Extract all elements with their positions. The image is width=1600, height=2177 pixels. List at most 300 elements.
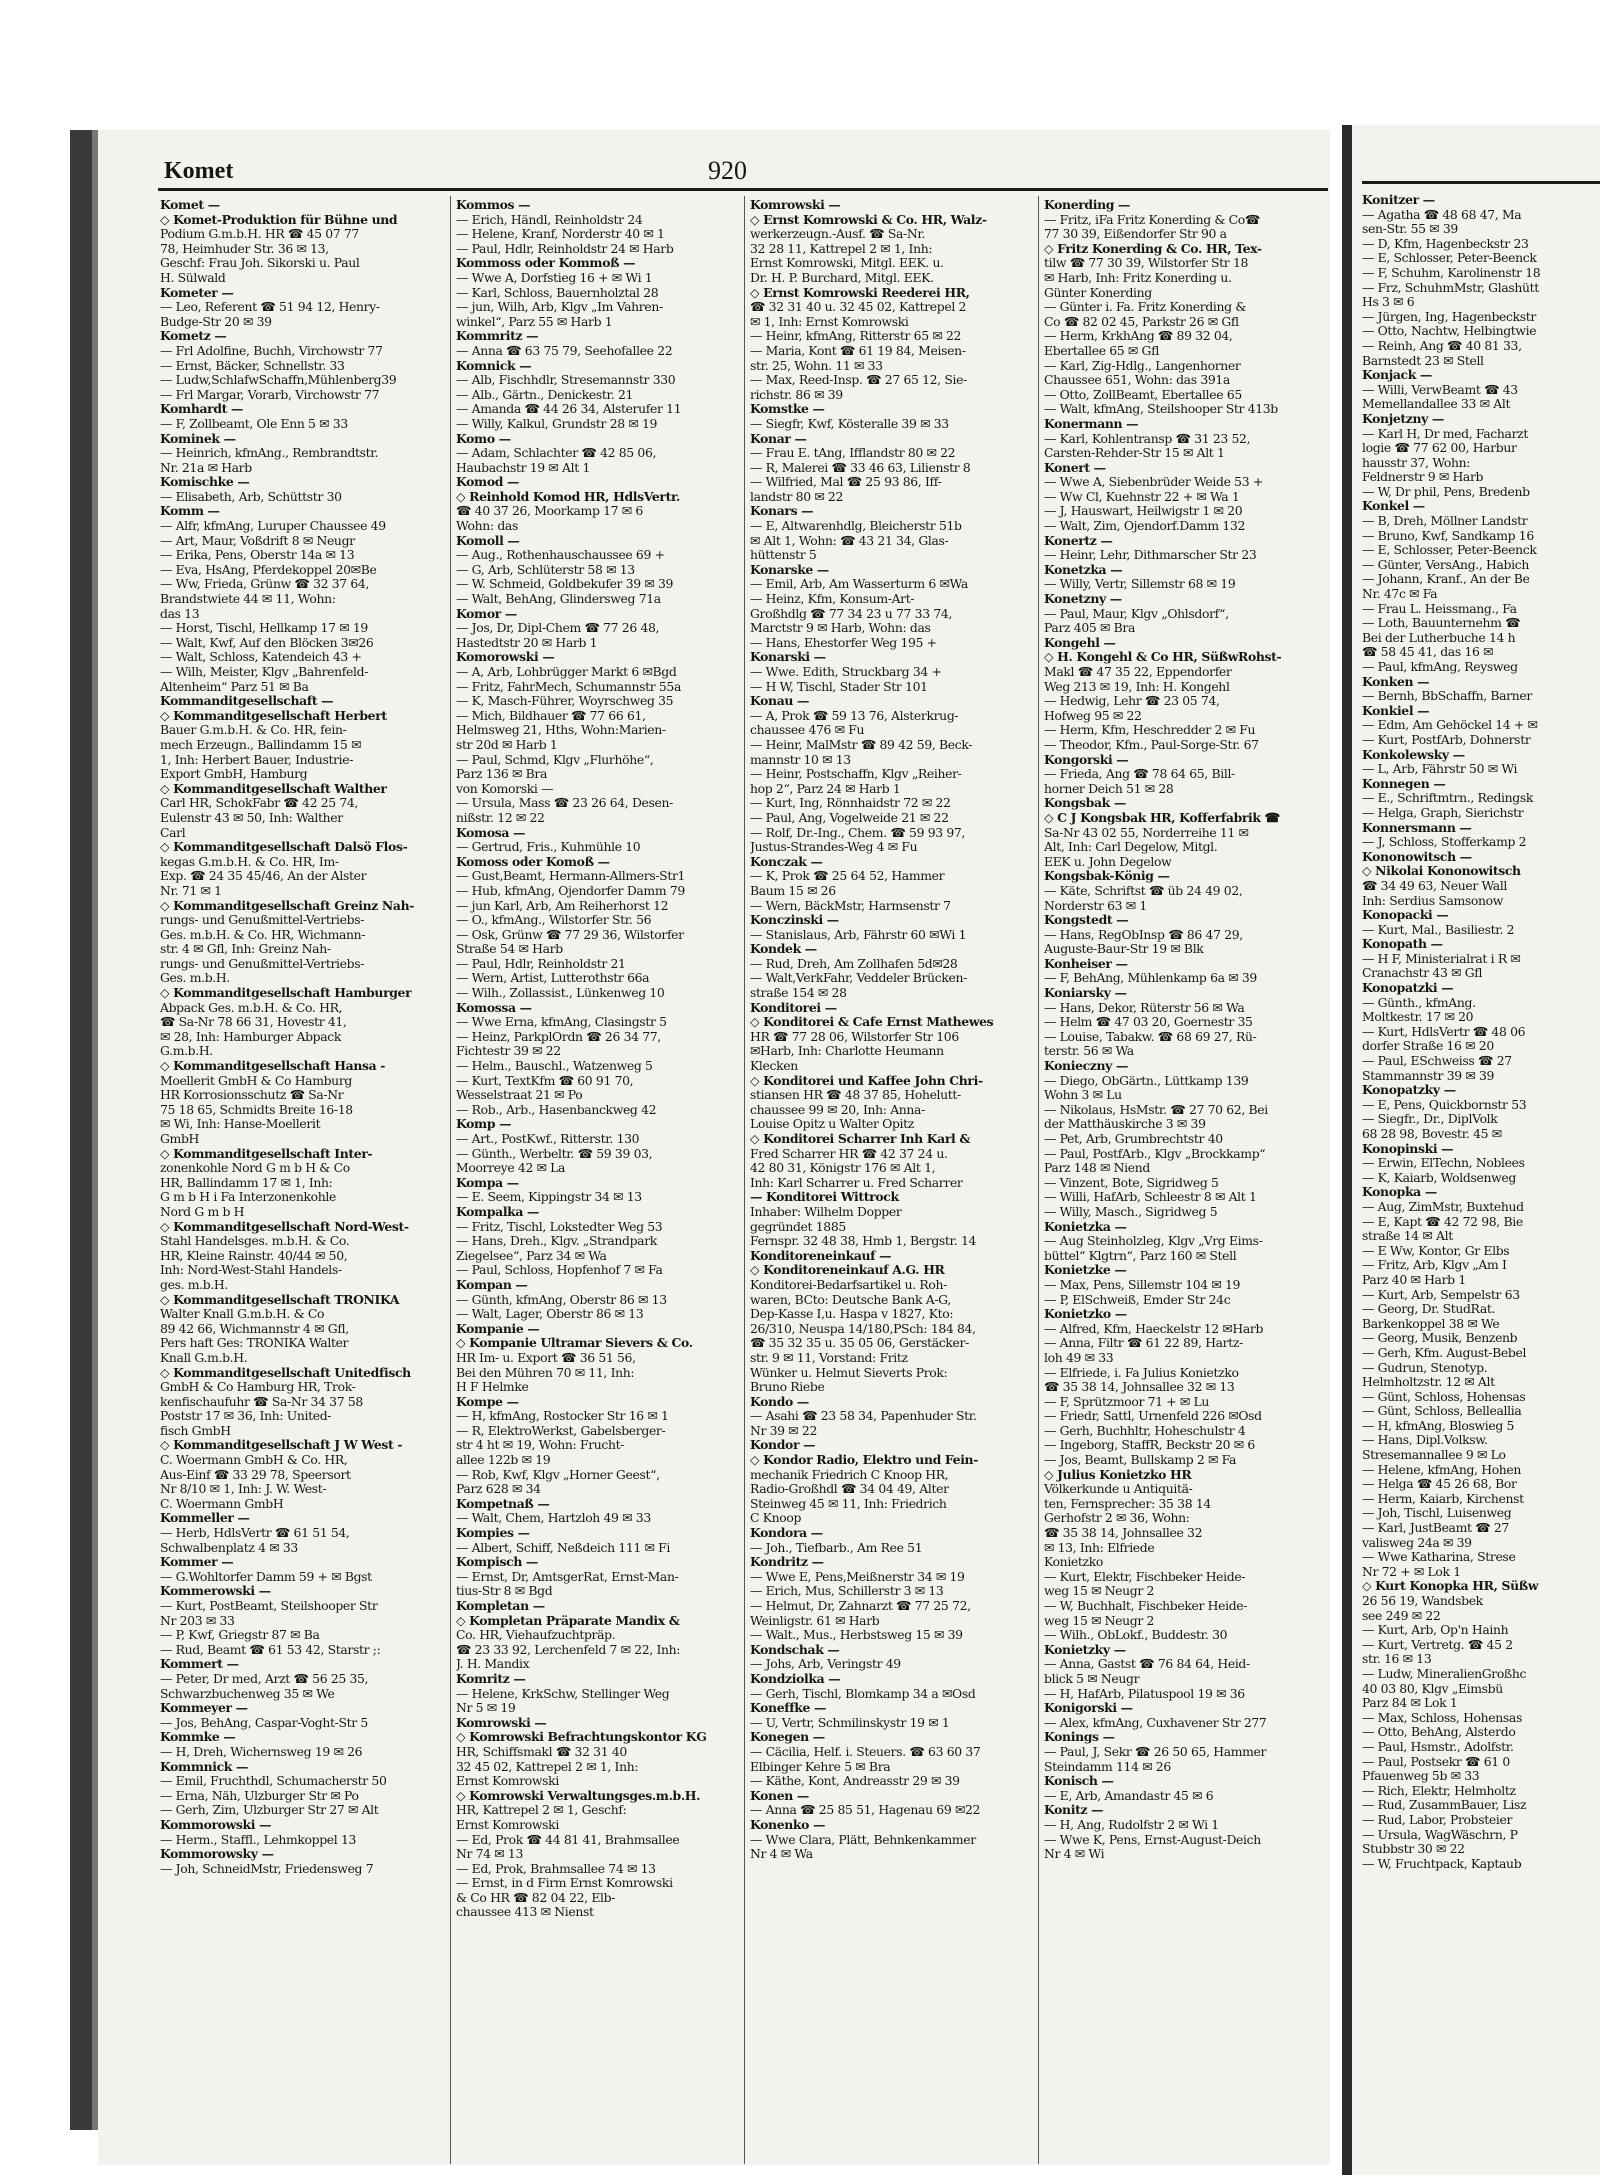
directory-entry-line: chaussee 476 ✉ Fu	[750, 723, 865, 738]
directory-entry-line: — Kurt, Mal., Basiliestr. 2	[1362, 922, 1515, 937]
directory-entry-line: Kompetnaß —	[456, 1496, 550, 1511]
directory-entry-line: — Paul, J, Sekr ☎ 26 50 65, Hammer	[1044, 1744, 1267, 1759]
directory-entry-line: & Co HR ☎ 82 04 22, Elb-	[456, 1890, 616, 1905]
directory-entry-line: Nord G m b H	[160, 1204, 245, 1219]
directory-entry-line: — Gudrun, Stenotyp.	[1362, 1360, 1488, 1375]
directory-entry-line: Konjack —	[1362, 368, 1432, 383]
directory-entry-line: ◇ Ernst Komrowski Reederei HR,	[750, 285, 970, 300]
directory-entry-line: Wünker u. Helmut Sieverts Prok:	[750, 1365, 948, 1380]
directory-entry-line: — Art., PostKwf., Ritterstr. 130	[456, 1132, 640, 1146]
directory-entry-line: — Gerh, Tischl, Blomkamp 34 a ✉Osd	[750, 1686, 976, 1701]
directory-entry-line: — H, kfmAng, Rostocker Str 16 ✉ 1	[456, 1409, 669, 1424]
directory-entry-line: — Kurt, Elektr, Fischbeker Heide-	[1044, 1569, 1246, 1584]
directory-entry-line: — Rich, Elektr, Helmholtz	[1362, 1783, 1516, 1798]
directory-entry-line: tilw ☎ 77 30 39, Wilstorfer Str 18	[1044, 256, 1249, 271]
directory-entry-line: ◇ Konditorei und Kaffee John Chri-	[750, 1073, 983, 1088]
directory-entry-line: — Willy, Masch., Sigridweg 5	[1044, 1204, 1218, 1219]
directory-entry-line: Konisch —	[1044, 1774, 1114, 1789]
directory-entry-line: waren, BCto: Deutsche Bank A-G,	[750, 1292, 951, 1307]
directory-entry-line: Konietzko —	[1044, 1307, 1127, 1322]
directory-entry-line: ◇ Komrowski Verwaltungsges.m.b.H.	[456, 1788, 701, 1803]
directory-entry-line: — E, Kapt ☎ 42 72 98, Bie	[1362, 1214, 1523, 1229]
scan-margin	[0, 0, 1600, 125]
directory-entry-line: — Günt, Schloss, Belleallia	[1362, 1404, 1522, 1419]
directory-entry-line: Konenko —	[750, 1817, 826, 1832]
running-head: Komet	[164, 158, 234, 184]
directory-entry-line: ☎ 32 31 40 u. 32 45 02, Kattrepel 2	[750, 300, 967, 315]
directory-entry-line: — K, Kaiarb, Woldsenweg	[1362, 1170, 1516, 1185]
directory-entry-line: Inh: Karl Scharrer u. Fred Scharrer	[750, 1175, 963, 1190]
directory-entry-line: Kommert —	[160, 1657, 239, 1672]
directory-entry-line: Kononowitsch —	[1362, 849, 1472, 864]
directory-entry-line: Parz 628 ✉ 34	[456, 1482, 541, 1497]
directory-entry-line: Konietzky —	[1044, 1642, 1126, 1657]
directory-entry-line: — Joh., Tiefbarb., Am Ree 51	[750, 1540, 923, 1555]
directory-entry-line: — Alb., Gärtn., Denickestr. 21	[456, 387, 634, 402]
directory-entry-line: Wesselstraat 21 ✉ Po	[456, 1088, 583, 1103]
directory-entry-line: Kondritz —	[750, 1555, 824, 1570]
directory-entry-line: Hofweg 95 ✉ 22	[1044, 708, 1142, 723]
directory-entry-line: Marctstr 9 ✉ Harb, Wohn: das	[750, 621, 931, 636]
directory-entry-line: Nr 203 ✉ 33	[160, 1613, 235, 1628]
directory-entry-line: Komrowski —	[750, 198, 841, 212]
directory-entry-line: ◇ Reinhold Komod HR, HdlsVertr.	[456, 489, 680, 504]
directory-entry-line: Carl HR, SchokFabr ☎ 42 25 74,	[160, 796, 359, 811]
directory-entry-line: C. Woermann GmbH & Co. HR,	[160, 1453, 348, 1468]
directory-entry-line: — O., kfmAng., Wilstorfer Str. 56	[456, 913, 652, 928]
directory-entry-line: Ges. m.b.H. & Co. HR, Wichmann-	[160, 927, 366, 942]
directory-entry-line: — Rud, ZusammBauer, Lisz	[1362, 1798, 1527, 1813]
directory-entry-line: Kompisch —	[456, 1555, 538, 1570]
directory-entry-line: Nr. 47c ✉ Fa	[1362, 587, 1438, 602]
directory-entry-line: — Günth, kfmAng, Oberstr 86 ✉ 13	[456, 1292, 667, 1307]
directory-entry-line: HR, Ballindamm 17 ✉ 1, Inh:	[160, 1175, 333, 1190]
directory-entry-line: Konietzke —	[1044, 1263, 1127, 1278]
directory-entry-line: — Herm, Kaiarb, Kirchenst	[1362, 1491, 1524, 1506]
directory-entry-line: — H, HafArb, Pilatuspool 19 ✉ 36	[1044, 1686, 1245, 1701]
directory-entry-line: 75 18 65, Schmidts Breite 16-18	[160, 1102, 353, 1117]
directory-entry-line: — Karl, Schloss, Bauernholztal 28	[456, 285, 659, 300]
directory-entry-line: — Elfriede, i. Fa Julius Konietzko	[1044, 1365, 1239, 1380]
directory-entry-line: — Paul, ESchweiss ☎ 27	[1362, 1054, 1512, 1069]
directory-entry-line: Moellerit GmbH & Co Hamburg	[160, 1073, 352, 1088]
directory-entry-line: — Rob., Arb., Hasenbanckweg 42	[456, 1102, 657, 1117]
column-divider	[744, 196, 745, 2164]
directory-entry-line: Konetzka —	[1044, 562, 1123, 577]
directory-entry-line: Poststr 17 ✉ 36, Inh: United-	[160, 1409, 332, 1424]
directory-entry-line: HR, Kleine Rainstr. 40/44 ✉ 50,	[160, 1248, 348, 1263]
directory-entry-line: Konertz —	[1044, 533, 1113, 548]
directory-entry-line: Konert —	[1044, 460, 1106, 475]
directory-entry-line: weg 15 ✉ Neugr 2	[1044, 1584, 1155, 1599]
directory-entry-line: — F, Zollbeamt, Ole Enn 5 ✉ 33	[160, 416, 348, 431]
directory-entry-line: Hs 3 ✉ 6	[1362, 295, 1415, 310]
directory-entry-line: Ernst Komrowski	[456, 1774, 559, 1789]
directory-entry-line: Weg 213 ✉ 19, Inh: H. Kongehl	[1044, 679, 1230, 694]
directory-entry-line: Parz 136 ✉ Bra	[456, 767, 547, 782]
directory-entry-line: — Bernh, BbSchaffn, Barner	[1362, 689, 1532, 704]
directory-entry-line: — Kurt, Ing, Rönnhaidstr 72 ✉ 22	[750, 796, 951, 811]
directory-entry-line: — Herm., Staffl., Lehmkoppel 13	[160, 1832, 357, 1847]
directory-entry-line: — Ernst, Dr, AmtsgerRat, Ernst-Man-	[456, 1569, 679, 1584]
directory-entry-line: ◇ Kommanditgesellschaft Greinz Nah-	[160, 898, 415, 913]
directory-entry-line: Nr. 21a ✉ Harb	[160, 460, 252, 475]
directory-entry-line: — Rud, Dreh, Am Zollhafen 5d✉28	[750, 956, 958, 971]
directory-entry-line: — Wwe A, Siebenbrüder Weide 53 +	[1044, 475, 1263, 490]
directory-entry-line: — Erwin, ElTechn, Noblees	[1362, 1156, 1525, 1171]
directory-entry-line: — Wwe A, Dorfstieg 16 + ✉ Wi 1	[456, 270, 653, 285]
directory-entry-line: Parz 405 ✉ Bra	[1044, 621, 1135, 636]
directory-entry-line: ☎ 34 49 63, Neuer Wall	[1362, 878, 1508, 893]
directory-entry-line: — K, Prok ☎ 25 64 52, Hammer	[750, 869, 945, 884]
directory-entry-line: Helmholtzstr. 12 ✉ Alt	[1362, 1375, 1495, 1390]
directory-entry-line: str. 9 ✉ 11, Vorstand: Fritz	[750, 1350, 908, 1365]
directory-entry-line: kenfischaufuhr ☎ Sa-Nr 34 37 58	[160, 1394, 363, 1409]
directory-entry-line: EEK u. John Degelow	[1044, 854, 1172, 869]
directory-entry-line: — Gust,Beamt, Hermann-Allmers-Str1	[456, 869, 686, 884]
directory-entry-line: — Maria, Kont ☎ 61 19 84, Meisen-	[750, 343, 966, 358]
directory-entry-line: Konieczny —	[1044, 1059, 1129, 1074]
directory-entry-line: Stresemannallee 9 ✉ Lo	[1362, 1448, 1506, 1463]
directory-entry-line: Konopath —	[1362, 937, 1443, 952]
directory-entry-line: — Paul, kfmAng, Reysweg	[1362, 660, 1518, 674]
directory-entry-line: Wohn 3 ✉ Lu	[1044, 1088, 1122, 1103]
directory-entry-line: — Fritz, Arb, Klgv „Am I	[1362, 1258, 1507, 1273]
directory-entry-line: Komstke —	[750, 402, 825, 417]
directory-entry-line: Straße 54 ✉ Harb	[456, 942, 563, 957]
directory-entry-line: Parz 148 ✉ Niend	[1044, 1161, 1150, 1176]
directory-entry-line: — Elisabeth, Arb, Schüttstr 30	[160, 489, 342, 504]
directory-entry-line: — Paul, Hsmstr., Adolfstr.	[1362, 1739, 1514, 1754]
directory-entry-line: H F Helmke	[456, 1380, 529, 1395]
directory-entry-line: Ges. m.b.H.	[160, 971, 230, 986]
directory-entry-line: Konczak —	[750, 854, 823, 869]
page-number: 920	[708, 156, 747, 185]
directory-entry-line: — Adam, Schlachter ☎ 42 85 06,	[456, 446, 657, 461]
directory-entry-line: — Frz, SchuhmMstr, Glashütt	[1362, 280, 1539, 295]
directory-entry-line: Konitz —	[1044, 1803, 1104, 1818]
directory-entry-line: Haubachstr 19 ✉ Alt 1	[456, 460, 590, 475]
directory-entry-line: — Wwe Katharina, Strese	[1362, 1550, 1516, 1565]
directory-entry-line: ☎ 35 38 14, Johnsallee 32 ✉ 13	[1044, 1380, 1235, 1395]
directory-entry-line: — Anna ☎ 63 75 79, Seehofallee 22	[456, 343, 673, 358]
directory-entry-line: — P, ElSchweiß, Emder Str 24c	[1044, 1292, 1231, 1307]
directory-entry-line: GmbH	[160, 1132, 199, 1146]
directory-entry-line: — Heinr, kfmAng, Ritterstr 65 ✉ 22	[750, 329, 962, 344]
directory-entry-line: Klecken	[750, 1059, 798, 1074]
directory-entry-line: — Helmut, Dr, Zahnarzt ☎ 77 25 72,	[750, 1599, 971, 1613]
directory-entry-line: chaussee 99 ✉ 20, Inh: Anna-	[750, 1102, 925, 1117]
directory-entry-line: HR, Kattrepel 2 ✉ 1, Geschf:	[456, 1803, 627, 1818]
directory-entry-line: Kongsbak —	[1044, 796, 1126, 811]
directory-entry-line: Kondschak —	[750, 1642, 840, 1657]
directory-entry-line: — Herm, KrkhAng ☎ 89 32 04,	[1044, 329, 1233, 344]
directory-entry-line: — Johs, Arb, Veringstr 49	[750, 1657, 901, 1672]
directory-entry-line: — Frl Margar, Vorarb, Virchowstr 77	[160, 387, 380, 402]
directory-entry-line: Kompa —	[456, 1175, 519, 1190]
directory-entry-line: Steindamm 114 ✉ 26	[1044, 1759, 1171, 1774]
directory-entry-line: ✉ 1, Inh: Ernst Komrowski	[750, 314, 909, 329]
directory-entry-line: ◇ Kommanditgesellschaft Herbert	[160, 708, 387, 723]
header-rule	[158, 188, 1328, 191]
directory-entry-line: Kongstedt —	[1044, 913, 1129, 928]
directory-entry-line: stiansen HR ☎ 48 37 85, Hohelutt-	[750, 1088, 961, 1103]
directory-entry-line: — Gerh, Kfm. August-Bebel	[1362, 1345, 1527, 1360]
directory-entry-line: Nr. 71 ✉ 1	[160, 883, 222, 898]
directory-entry-line: Konkel —	[1362, 499, 1425, 514]
directory-entry-line: — Walt., Mus., Herbstsweg 15 ✉ 39	[750, 1628, 963, 1643]
directory-entry-line: Konditoreneinkauf —	[750, 1248, 892, 1263]
directory-entry-line: — Paul, Hdlr, Reinholdstr 24 ✉ Harb	[456, 241, 674, 256]
directory-entry-line: — F, Schuhm, Karolinenstr 18	[1362, 265, 1541, 280]
directory-entry-line: — Hans, Dipl.Volksw.	[1362, 1433, 1488, 1448]
directory-page	[98, 130, 1330, 2165]
directory-entry-line: — E, Schlosser, Peter-Beenck	[1362, 251, 1537, 266]
directory-entry-line: ◇ Kommanditgesellschaft Unitedfisch	[160, 1365, 411, 1380]
directory-entry-line: — Anna, Gastst ☎ 76 84 64, Heid-	[1044, 1657, 1250, 1672]
directory-entry-line: Kommritz —	[456, 329, 539, 344]
directory-entry-line: werkerzeugn.-Ausf. ☎ Sa-Nr.	[750, 227, 926, 242]
directory-entry-line: Pers haft Ges: TRONIKA Walter	[160, 1336, 349, 1351]
directory-entry-line: ✉ 13, Inh: Elfriede	[1044, 1540, 1155, 1555]
directory-entry-line: Nr 4 ✉ Wi	[1044, 1847, 1105, 1862]
directory-entry-line: mech Erzeugn., Ballindamm 15 ✉	[160, 737, 362, 752]
directory-entry-line: — U, Vertr, Schmilinskystr 19 ✉ 1	[750, 1715, 950, 1730]
directory-entry-line: — G.Wohltorfer Damm 59 + ✉ Bgst	[160, 1569, 372, 1584]
directory-entry-line: Kondor —	[750, 1438, 816, 1453]
directory-entry-line: C. Woermann GmbH	[160, 1496, 284, 1511]
directory-entry-line: — Frieda, Ang ☎ 78 64 65, Bill-	[1044, 767, 1235, 782]
column-4	[1044, 198, 1324, 2158]
directory-entry-line: — W, Fruchtpack, Kaptaub	[1362, 1856, 1522, 1871]
directory-entry-line: — Hub, kfmAng, Ojendorfer Damm 79	[456, 883, 685, 898]
directory-entry-line: Konopatzki —	[1362, 981, 1454, 996]
directory-entry-line: ◇ Kompletan Präparate Mandix &	[456, 1613, 680, 1628]
directory-entry-line: Kommanditgesellschaft —	[160, 694, 334, 709]
directory-entry-line: — Heinz, ParkplOrdn ☎ 26 34 77,	[456, 1029, 661, 1044]
directory-entry-line: G m b H i Fa Interzonenkohle	[160, 1190, 336, 1205]
directory-entry-line: 32 45 02, Kattrepel 2 ✉ 1, Inh:	[456, 1759, 639, 1774]
directory-entry-line: — Heinr, Lehr, Dithmarscher Str 23	[1044, 548, 1257, 563]
directory-entry-line: — Ludw,SchlafwSchaffn,Mühlenberg39	[160, 373, 397, 388]
directory-entry-line: Moltkestr. 17 ✉ 20	[1362, 1010, 1474, 1025]
directory-entry-line: Gerhofstr 2 ✉ 36, Wohn:	[1044, 1511, 1190, 1526]
directory-entry-line: — Siegfr, Kwf, Kösteralle 39 ✉ 33	[750, 416, 949, 431]
directory-entry-line: ten, Fernsprecher: 35 38 14	[1044, 1496, 1211, 1511]
directory-entry-line: Konar —	[750, 431, 807, 446]
directory-entry-line: Ernst Komrowski	[456, 1817, 559, 1832]
directory-entry-line: chaussee 413 ✉ Nienst	[456, 1905, 594, 1920]
directory-entry-line: — H, Ang, Rudolfstr 2 ✉ Wi 1	[1044, 1817, 1219, 1832]
directory-entry-line: Altenheim“ Parz 51 ✉ Ba	[160, 679, 309, 694]
directory-entry-line: — Kurt, HdlsVertr ☎ 48 06	[1362, 1024, 1526, 1039]
directory-entry-line: — Hans, RegObInsp ☎ 86 47 29,	[1044, 927, 1243, 942]
directory-entry-line: — Johann, Kranf., An der Be	[1362, 572, 1530, 587]
directory-entry-line: HR Im- u. Export ☎ 36 51 56,	[456, 1350, 636, 1365]
directory-entry-line: — Kurt, Vertretg. ☎ 45 2	[1362, 1637, 1513, 1652]
directory-entry-line: — E, Altwarenhdlg, Bleicherstr 51b	[750, 519, 962, 534]
directory-entry-line: Nr 72 + ✉ Lok 1	[1362, 1564, 1461, 1579]
directory-entry-line: ◇ Komrowski Befrachtungskontor KG	[456, 1730, 707, 1745]
directory-entry-line: Parz 40 ✉ Harb 1	[1362, 1272, 1466, 1287]
directory-entry-line: Bauer G.m.b.H. & Co. HR, fein-	[160, 723, 347, 738]
directory-entry-line: Memellandallee 33 ✉ Alt	[1362, 397, 1511, 412]
directory-entry-line: 26/310, Neuspa 14/180,PSch: 184 84,	[750, 1321, 976, 1336]
directory-entry-line: — Aug, ZimMstr, Buxtehud	[1362, 1199, 1524, 1214]
directory-entry-line: ◇ C J Kongsbak HR, Kofferfabrik ☎	[1044, 810, 1280, 825]
directory-entry-line: Nr 39 ✉ 22	[750, 1423, 817, 1438]
directory-entry-line: Konditorei —	[750, 1000, 837, 1015]
directory-entry-line: — Heinz, Kfm, Konsum-Art-	[750, 592, 915, 607]
directory-entry-line: Konopatzky —	[1362, 1083, 1456, 1098]
directory-entry-line: ◇ Kommanditgesellschaft Hamburger	[160, 986, 412, 1001]
directory-entry-line: winkel“, Parz 55 ✉ Harb 1	[456, 314, 613, 329]
directory-entry-line: Kongorski —	[1044, 752, 1129, 767]
directory-entry-line: — Louise, Tabakw. ☎ 68 69 27, Rü-	[1044, 1029, 1257, 1044]
directory-entry-line: J. H. Mandix	[456, 1657, 530, 1672]
directory-entry-line: 26 56 19, Wandsbek	[1362, 1594, 1483, 1608]
directory-entry-line: mannstr 10 ✉ 13	[750, 752, 851, 767]
directory-entry-line: Kommoss oder Kommoß —	[456, 256, 636, 271]
directory-entry-line: Komet —	[160, 198, 220, 212]
directory-entry-line: Konnersmann —	[1362, 820, 1472, 835]
directory-entry-line: Konopinski —	[1362, 1141, 1454, 1156]
directory-entry-line: — B, Dreh, Möllner Landstr	[1362, 514, 1528, 529]
directory-entry-line: hüttenstr 5	[750, 548, 817, 563]
directory-entry-line: 40 03 80, Klgv „Eimsbü	[1362, 1681, 1503, 1696]
directory-entry-line: — Eva, HsAng, Pferdekoppel 20✉Be	[160, 562, 377, 577]
directory-entry-line: — Alb, Fischhdlr, Stresemannstr 330	[456, 373, 676, 388]
directory-entry-line: ◇ Ernst Komrowski & Co. HR, Walz-	[750, 212, 987, 227]
directory-entry-line: — Joh, SchneidMstr, Friedensweg 7	[160, 1861, 374, 1876]
directory-entry-line: — Gertrud, Fris., Kuhmühle 10	[456, 840, 641, 855]
directory-entry-line: Koniarsky —	[1044, 986, 1127, 1001]
directory-entry-line: Konken —	[1362, 674, 1430, 689]
directory-entry-line: — Günt, Schloss, Hohensas	[1362, 1389, 1526, 1404]
directory-entry-line: Konheiser —	[1044, 956, 1128, 971]
directory-entry-line: — Heinr, Postschaffn, Klgv „Reiher-	[750, 767, 962, 782]
directory-entry-line: Kondora —	[750, 1526, 823, 1541]
directory-entry-line: HR, Schiffsmakl ☎ 32 31 40	[456, 1744, 627, 1759]
directory-entry-line: — Albert, Schiff, Neßdeich 111 ✉ Fi	[456, 1540, 671, 1555]
directory-entry-line: — Hedwig, Lehr ☎ 23 05 74,	[1044, 694, 1220, 709]
directory-entry-line: Nr 8/10 ✉ 1, Inh: J. W. West-	[160, 1482, 327, 1497]
directory-entry-line: — F, BehAng, Mühlenkamp 6a ✉ 39	[1044, 971, 1257, 986]
directory-entry-line: Hastedtstr 20 ✉ Harb 1	[456, 635, 598, 650]
directory-entry-line: — Paul, Schloss, Hopfenhof 7 ✉ Fa	[456, 1263, 663, 1278]
directory-entry-line: Konkolewsky —	[1362, 747, 1465, 762]
directory-entry-line: — Ludw, MineralienGroßhc	[1362, 1666, 1527, 1681]
directory-entry-line: Kommerowski —	[160, 1584, 271, 1599]
directory-entry-line: ✉ Alt 1, Wohn: ☎ 43 21 34, Glas-	[750, 533, 949, 548]
directory-entry-line: — Ursula, Mass ☎ 23 26 64, Desen-	[456, 796, 673, 811]
directory-entry-line: richstr. 86 ✉ 39	[750, 387, 843, 402]
directory-entry-line: Komhardt —	[160, 402, 244, 417]
directory-entry-line: — Helm., Bauschl., Watzenweg 5	[456, 1059, 653, 1074]
directory-entry-line: loh 49 ✉ 33	[1044, 1350, 1114, 1365]
directory-entry-line: — Nikolaus, HsMstr. ☎ 27 70 62, Bei	[1044, 1102, 1268, 1117]
directory-entry-line: — W, Buchhalt, Fischbeker Heide-	[1044, 1599, 1248, 1613]
directory-entry-line: Nr 5 ✉ 19	[456, 1701, 516, 1716]
directory-entry-line: — H, Dreh, Wichernsweg 19 ✉ 26	[160, 1744, 363, 1759]
directory-entry-line: — F, Sprützmoor 71 + ✉ Lu	[1044, 1394, 1210, 1409]
directory-entry-line: Helmsweg 21, Hths, Wohn:Marien-	[456, 723, 666, 738]
directory-entry-line: — Erna, Näh, Ulzburger Str ✉ Po	[160, 1788, 359, 1803]
directory-entry-line: Konditorei-Bedarfsartikel u. Roh-	[750, 1277, 947, 1292]
directory-entry-line: Kommnick —	[160, 1759, 249, 1774]
directory-entry-line: Feldnerstr 9 ✉ Harb	[1362, 470, 1484, 485]
directory-entry-line: — Wilh, Meister, Klgv „Bahrenfeld-	[160, 665, 369, 679]
directory-entry-line: Kompies —	[456, 1526, 530, 1541]
directory-entry-line: — Jürgen, Ing, Hagenbeckstr	[1362, 309, 1536, 324]
directory-entry-line: Konitzer —	[1362, 193, 1435, 207]
directory-entry-line: — Wilfried, Mal ☎ 25 93 86, Iff-	[750, 475, 942, 490]
directory-entry-line: — Fritz, FahrMech, Schumannstr 55a	[456, 679, 681, 694]
directory-entry-line: Dr. H. P. Burchard, Mitgl. EEK.	[750, 270, 934, 285]
directory-entry-line: — P, Kwf, Griegstr 87 ✉ Ba	[160, 1628, 320, 1643]
directory-entry-line: Konczinski —	[750, 913, 839, 928]
directory-entry-line: — Konditorei Wittrock	[750, 1190, 899, 1205]
directory-entry-line: Schwalbenplatz 4 ✉ 33	[160, 1540, 298, 1555]
directory-entry-line: Konkiel —	[1362, 703, 1430, 718]
directory-entry-line: von Komorski —	[456, 781, 554, 796]
directory-entry-line: Pfauenweg 5b ✉ 33	[1362, 1769, 1480, 1784]
directory-entry-line: Nr 4 ✉ Wa	[750, 1847, 813, 1862]
directory-entry-line: Konietzka —	[1044, 1219, 1127, 1234]
directory-entry-line: Konarski —	[750, 650, 826, 665]
directory-entry-line: — A, Prok ☎ 59 13 76, Alsterkrug-	[750, 708, 959, 723]
directory-entry-line: Export GmbH, Hamburg	[160, 767, 308, 782]
directory-entry-line: Moorreye 42 ✉ La	[456, 1161, 566, 1176]
directory-entry-line: — Kurt, PostfArb, Dohnerstr	[1362, 732, 1531, 747]
directory-entry-line: — Loth, Bauunternehm ☎	[1362, 616, 1521, 631]
directory-entry-line: mechanik Friedrich C Knoop HR,	[750, 1467, 949, 1482]
directory-entry-line: — E Ww, Kontor, Gr Elbs	[1362, 1243, 1510, 1258]
directory-entry-line: HR Korrosionsschutz ☎ Sa-Nr	[160, 1088, 344, 1103]
directory-entry-line: — Max, Schloss, Hohensas	[1362, 1710, 1522, 1725]
directory-entry-line: — E. Seem, Kippingstr 34 ✉ 13	[456, 1190, 642, 1205]
directory-entry-line: Inh: Serdius Samsonow	[1362, 893, 1504, 908]
directory-entry-line: — Peter, Dr med, Arzt ☎ 56 25 35,	[160, 1671, 369, 1686]
directory-entry-line: — Helene, Kranf, Norderstr 40 ✉ 1	[456, 227, 665, 242]
directory-entry-line: Bei den Mühren 70 ✉ 11, Inh:	[456, 1365, 635, 1380]
directory-entry-line: Kommorowski —	[160, 1817, 272, 1832]
directory-entry-line: Kongehl —	[1044, 635, 1116, 650]
directory-entry-line: — R, Malerei ☎ 33 46 63, Lilienstr 8	[750, 460, 971, 475]
column-3	[750, 198, 1030, 2158]
directory-entry-line: Kompletan —	[456, 1599, 545, 1613]
directory-entry-line: Konen —	[750, 1788, 809, 1803]
directory-entry-line: — Günth., Werbeltr. ☎ 59 39 03,	[456, 1146, 653, 1161]
book-spine	[70, 130, 92, 2130]
directory-entry-line: Kommorowsky —	[160, 1847, 274, 1862]
directory-entry-line: Bei der Lutherbuche 14 h	[1362, 630, 1516, 645]
directory-entry-line: Koneffke —	[750, 1701, 826, 1716]
directory-entry-line: — Mich, Bildhauer ☎ 77 66 61,	[456, 708, 646, 723]
directory-entry-line: — Kurt, PostBeamt, Steilshooper Str	[160, 1599, 378, 1613]
directory-entry-line: ◇ Kommanditgesellschaft J W West -	[160, 1438, 403, 1453]
directory-entry-line: Konigorski —	[1044, 1701, 1133, 1716]
directory-entry-line: — Ww Cl, Kuehnstr 22 + ✉ Wa 1	[1044, 489, 1240, 504]
directory-entry-line: ges. m.b.H.	[160, 1277, 228, 1292]
directory-entry-line: — Erika, Pens, Oberstr 14a ✉ 13	[160, 548, 355, 563]
directory-entry-line: ☎ 58 45 41, das 16 ✉	[1362, 645, 1494, 660]
directory-entry-line: — Paul, Maur, Klgv „Ohlsdorf“,	[1044, 606, 1229, 621]
directory-entry-line: Konetzny —	[1044, 592, 1122, 607]
directory-entry-line: Exp. ☎ 24 35 45/46, An der Alster	[160, 869, 367, 884]
directory-entry-line: — Paul, Postsekr ☎ 61 0	[1362, 1754, 1510, 1769]
directory-entry-line: Podium G.m.b.H. HR ☎ 45 07 77	[160, 227, 359, 242]
